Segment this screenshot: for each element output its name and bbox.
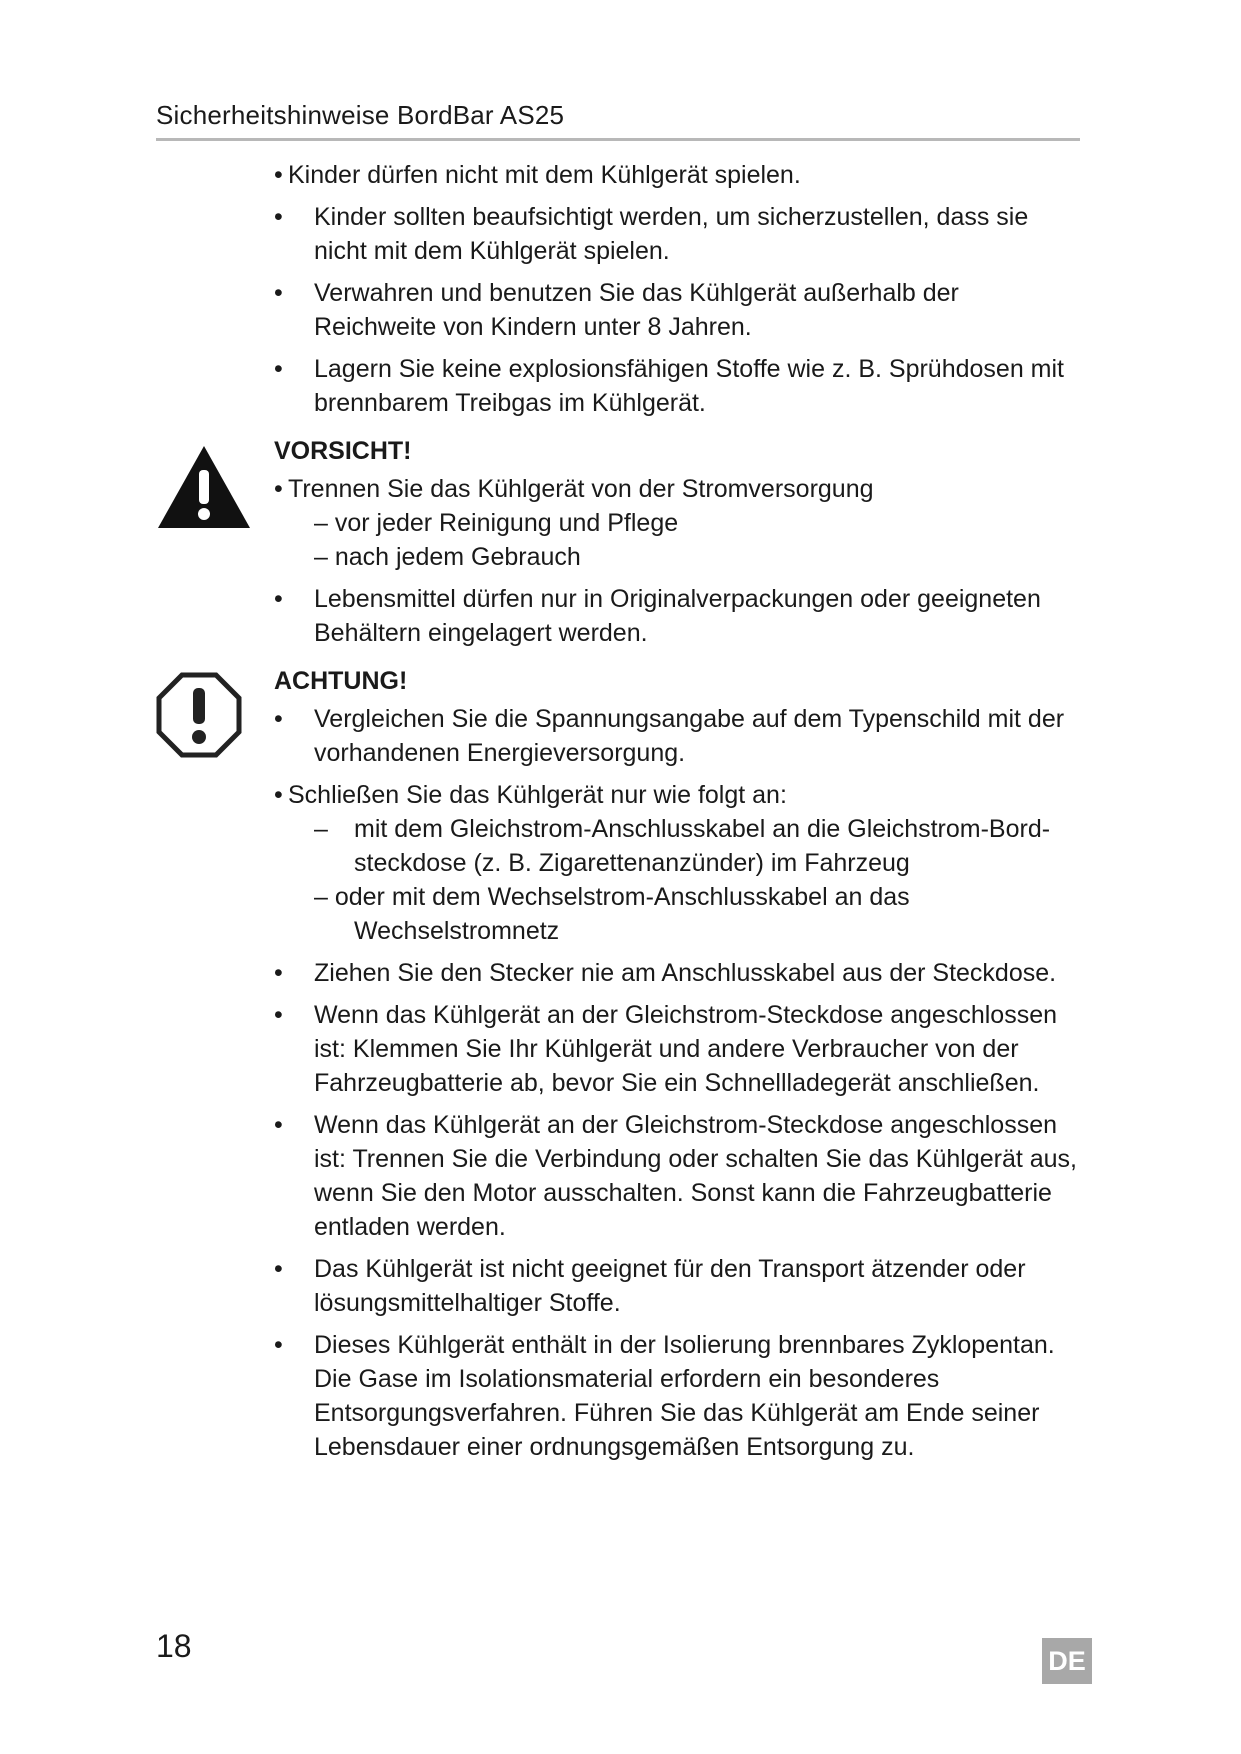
sub-list-item-continuation: steckdose (z. B. Zigarettenanzünder) im Fahrzeug [354,849,910,877]
list-item: • Kinder dürfen nicht mit dem Kühlgerät spielen. [274,158,1086,192]
list-item: • Vergleichen Sie die Spannungsangabe auf dem Typenschild mit der vorhandenen Energieversorgung. [274,702,1086,770]
bullet: • [274,161,283,189]
caution-section [156,434,1086,650]
bullet: • [274,585,283,613]
list-item: • Wenn das Kühlgerät an der Gleichstrom-Steckdose angeschlossen ist: Klemmen Sie Ihr Kühlgerät und andere Verbraucher von der Fahrzeugbatterie ab, bevor Sie ein Schnellladegerät anschließen. [274,998,1086,1100]
list-item: • Ziehen Sie den Stecker nie am Anschlusskabel aus der Steckdose. [274,956,1086,990]
page-header-title: Sicherheitshinweise BordBar AS25 [156,100,565,130]
caution-heading: VORSICHT! [274,437,412,465]
octagon-exclamation-icon [156,672,242,758]
sub-list-item: – vor jeder Reinigung und Pflege [314,509,679,537]
list-item: • Kinder sollten beaufsichtigt werden, um sicherzustellen, dass sie nicht mit dem Kühlgerät spielen. [274,200,1086,268]
warning-triangle-icon [156,444,252,530]
bullet: • [274,355,283,383]
bullet: • [274,705,283,733]
list-item: • Verwahren und benutzen Sie das Kühlgerät außerhalb der Reichweite von Kindern unter 8 Jahren. [274,276,1086,344]
list-item: • Schließen Sie das Kühlgerät nur wie folgt an: [274,778,1086,812]
bullet: • [274,1001,283,1029]
bullet: • [274,959,283,987]
bullet: • [274,475,283,503]
intro-list [156,158,1086,420]
list-item: • Wenn das Kühlgerät an der Gleichstrom-Steckdose angeschlossen ist: Trennen Sie die Verbindung oder schalten Sie das Kühlgerät aus, wenn Sie den Motor ausschalten. Sonst kann die Fahrzeugbatterie entladen werden. [274,1108,1086,1244]
notice-heading: ACHTUNG! [274,667,408,695]
sub-list-item-continuation: Wechselstromnetz [354,917,560,945]
page-content [156,158,1086,1472]
list-item: • Dieses Kühlgerät enthält in der Isolierung brennbares Zyklopentan. Die Gase im Isolationsmaterial erfordern ein besonderes Entsorgungsverfahren. Führen Sie das Kühlgerät am Ende seiner Lebensdauer einer ordnungsgemäßen Entsorgung zu. [274,1328,1086,1464]
bullet: • [274,781,283,809]
sub-list-item: – oder mit dem Wechselstrom-Anschlusskabel an das [314,883,910,911]
sub-list-item: – nach jedem Gebrauch [314,543,581,571]
bullet: • [274,1255,283,1283]
bullet: • [274,279,283,307]
list-item: • Trennen Sie das Kühlgerät von der Stromversorgung [274,472,1086,506]
page-number: 18 [156,1628,192,1664]
list-item: • Lagern Sie keine explosionsfähigen Stoffe wie z. B. Sprühdosen mit brennbarem Treibgas im Kühlgerät. [274,352,1086,420]
notice-section [156,664,1086,1464]
sub-list-item: – mit dem Gleichstrom-Anschlusskabel an die Gleichstrom-Bord- [314,815,1051,843]
bullet: • [274,203,283,231]
bullet: • [274,1111,283,1139]
list-item: • Lebensmittel dürfen nur in Originalverpackungen oder geeigneten Behältern eingelagert werden. [274,582,1086,650]
list-item: • Das Kühlgerät ist nicht geeignet für den Transport ätzender oder lösungsmittelhaltiger Stoffe. [274,1252,1086,1320]
language-badge: DE [1042,1638,1092,1684]
bullet: • [274,1331,283,1359]
header-divider [156,138,1080,141]
